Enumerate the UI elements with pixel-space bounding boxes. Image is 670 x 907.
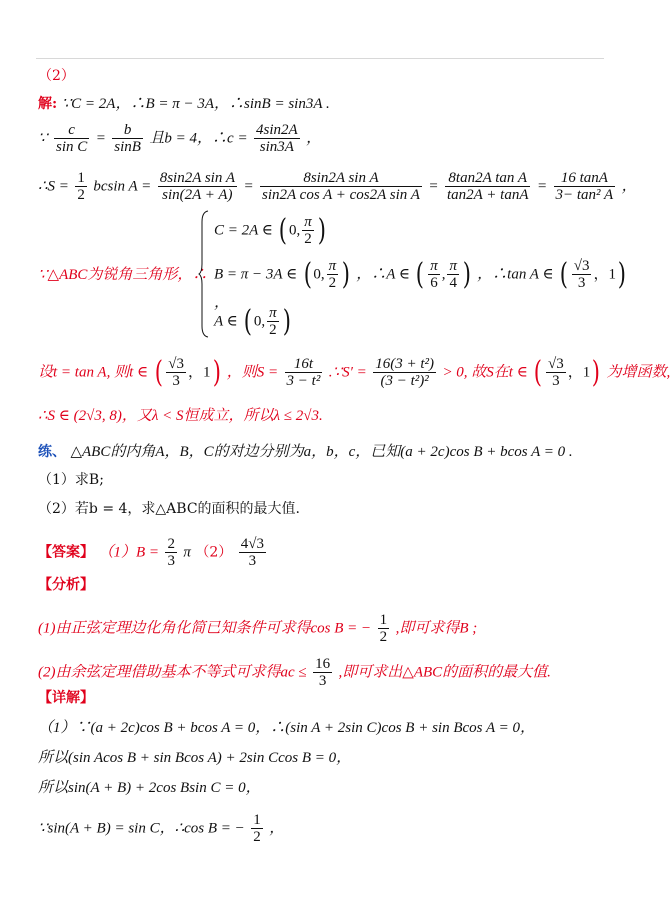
exercise-line: 练、 △ABC的内角A，B，C的对边分别为a，b，c，已知(a + 2c)cos B + bcos A = 0 . bbox=[38, 444, 573, 460]
detail-line-2: 所以(sin Acos B + sin Bcos A) + 2sin Ccos B = 0， bbox=[38, 750, 352, 766]
system-row-3: A ∈ ( 0, $\frac{\pi}{2}$ ) bbox=[214, 303, 291, 339]
answer-label: 【答案】 bbox=[38, 544, 94, 561]
fraction-s-1: $\frac{\text{8sin2A sin A}}{\sin(2A + A)}$ bbox=[159, 170, 235, 203]
question-2: （2）若b = 4，求△ABC的面积的最大值. bbox=[38, 501, 300, 517]
fraction-c-sinC: $\frac{c}{\text{sin C}}$ bbox=[56, 122, 88, 155]
analysis-line-1: (1)由正弦定理边化角化简已知条件可求得cos B = − $\frac{1}{2}$ ,即可求得B ; bbox=[38, 612, 478, 645]
answer-line: 【答案】 （1）B = $\frac{2}{3}$ π （2） $\frac{4√3}{3}$ bbox=[38, 536, 264, 569]
fraction-s-3: $\frac{\text{8tan2A tan A}}{\tan 2A + \tan A}$ bbox=[446, 170, 529, 203]
system-row-1: C = 2A ∈ ( 0, $\frac{\pi}{2}$ ) bbox=[214, 212, 326, 248]
fraction-b-sinB: $\frac{b}{\sin B}$ bbox=[114, 122, 141, 155]
fraction-half: $\frac{1}{2}$ bbox=[77, 170, 85, 203]
fraction-s-4: $\frac{16 \tan A}{\text{3− tan² A}}$ bbox=[555, 170, 614, 203]
fraction-c-value: $\frac{4\sin 2A}{\sin 3A}$ bbox=[256, 122, 298, 155]
detail-label: 【详解】 bbox=[38, 690, 94, 706]
top-rule bbox=[36, 58, 604, 59]
solution-eq-1: ∵C = 2A，∴B = π − 3A，∴sinB = sin3A . bbox=[61, 96, 330, 112]
part-label: （2） bbox=[38, 68, 75, 84]
fraction-s-2: $\frac{\text{8sin2A sin A}}{\text{sin2A cos A + cos2A sin A}}$ bbox=[262, 170, 420, 203]
analysis-label: 【分析】 bbox=[38, 577, 94, 593]
solution-line-2: ∵ $\frac{c}{\text{sin C}}$ = $\frac{b}{\sin B}$ 且b = 4，∴c = $\frac{4\sin 2A}{\sin 3A}$ ， bbox=[38, 122, 322, 155]
question-1: （1）求B; bbox=[38, 472, 104, 488]
acute-triangle-prefix: ∵△ABC为锐角三角形，∴ bbox=[38, 267, 208, 283]
left-brace bbox=[199, 210, 209, 338]
detail-line-3: 所以sin(A + B) + 2cos Bsin C = 0， bbox=[38, 780, 261, 796]
exercise-label: 练、 bbox=[38, 444, 66, 460]
let-t-line: 设t = tan A, 则t ∈ ( $\frac{√3}{3}$ ，1) ，则S = $\frac{16t}{\text{3 − t²}}$ .∵S′ = $\frac{\text{16(3 + t²)}}{\text{(3 − t²)²}}$ > 0, 故S在t ∈ ( $\frac{√3}{3}$ ，1) 为增函数, bbox=[38, 354, 670, 390]
system-row-2: B = π − 3A ∈ ( 0, $\frac{\pi}{2}$ ) ，∴A ∈ ( $\frac{\pi}{6}$ , $\frac{\pi}{4}$ ) ，∴tan A ∈ ( $\frac{√3}{3}$ ，1)， bbox=[214, 256, 626, 311]
solution-line-1 bbox=[38, 94, 612, 114]
detail-line-4: ∵sin(A + B) = sin C，∴cos B = − $\frac{1}{2}$ ， bbox=[38, 812, 285, 845]
analysis-line-2: (2)由余弦定理借助基本不等式可求得ac ≤ $\frac{16}{3}$ ,即可求出△ABC的面积的最大值. bbox=[38, 656, 551, 689]
solution-line-3: ∴S = $\frac{1}{2}$ bcsin A = $\frac{\text{8sin2A sin A}}{\sin(2A + A)}$ = $\frac{\text{8sin2A sin A}}{\text{sin2A cos A + cos2A sin A}}$ = $\frac{\text{8tan2A tan A}}{\tan 2A + \tan A}$ = $\frac{16 \tan A}{\text{3− tan² A}}$ ， bbox=[38, 170, 637, 203]
solution-label: 解: bbox=[38, 96, 58, 112]
detail-line-1: （1）∵(a + 2c)cos B + bcos A = 0，∴(sin A + 2sin C)cos B + sin Bcos A = 0， bbox=[38, 720, 535, 736]
conclusion-line: ∴S ∈ (2√3, 8)，又λ < S恒成立，所以λ ≤ 2√3. bbox=[38, 408, 323, 424]
